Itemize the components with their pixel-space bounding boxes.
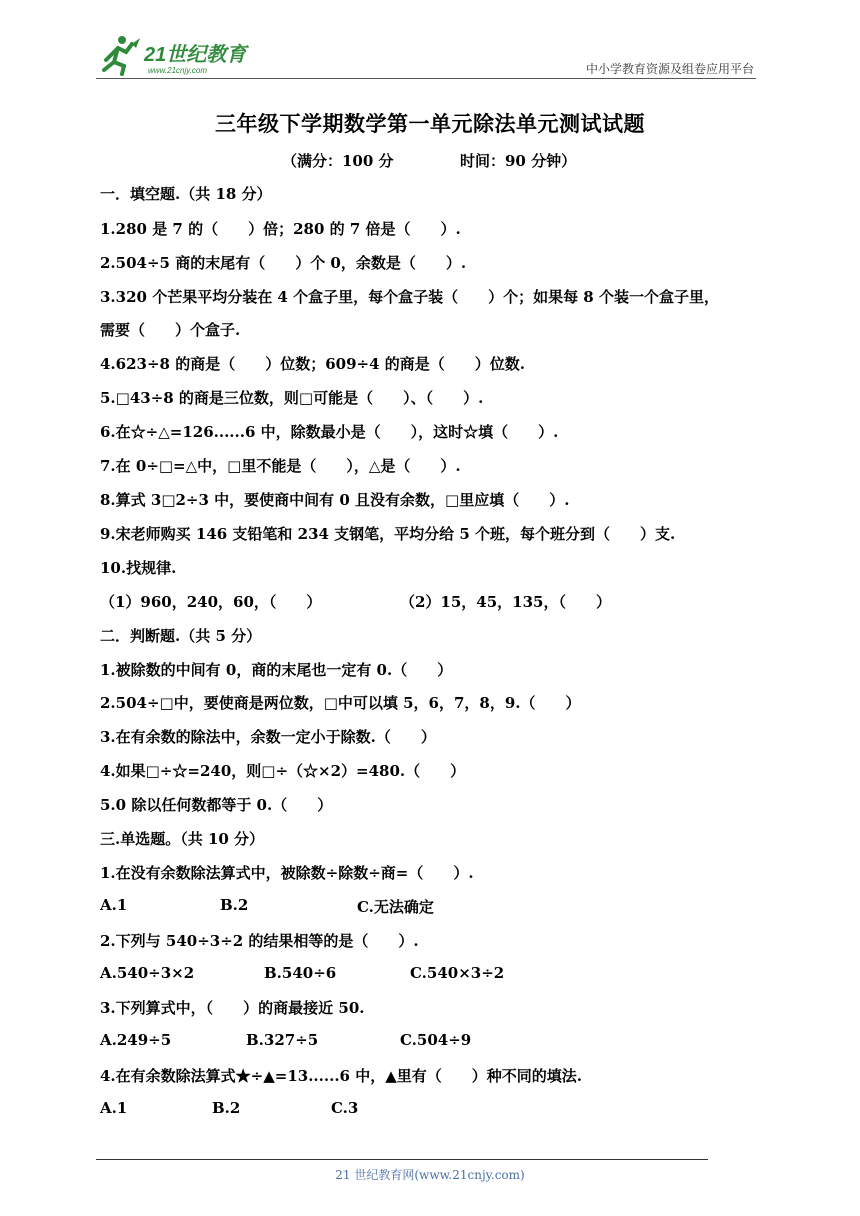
footer-text: 21 世纪教育网(www.21cnjy.com) (335, 1168, 525, 1182)
footer-divider (96, 1159, 708, 1160)
s3-q1-option-b: B.2 (220, 896, 249, 914)
s1-question-3: 3.320 个芒果平均分装在 4 个盒子里，每个盒子装（ ）个；如果每 8 个装一个盒子里， (100, 288, 719, 306)
s3-q1-option-a: A.1 (100, 896, 128, 914)
s3-q3-option-a: A.249÷5 (100, 1031, 172, 1049)
s1-question-3-cont: 需要（ ）个盒子. (100, 321, 241, 339)
page-title: 三年级下学期数学第一单元除法单元测试试题 (215, 111, 645, 136)
s1-question-9: 9.宋老师购买 146 支铅笔和 234 支钢笔，平均分给 5 个班，每个班分到（ ）支. (100, 525, 676, 543)
s1-question-6: 6.在☆÷△=126......6 中，除数最小是（ ），这时☆填（ ）. (100, 423, 559, 441)
s1-question-8: 8.算式 3□2÷3 中，要使商中间有 0 且没有余数，□里应填（ ）. (100, 491, 570, 509)
svg-text:www.21cnjy.com: www.21cnjy.com (148, 66, 207, 75)
s1-question-10: 10.找规律. (100, 559, 177, 577)
s1-question-10-part-1: （1）960，240，60，（ ） (100, 593, 322, 611)
s3-q2-option-c: C.540×3÷2 (410, 964, 505, 982)
s3-q2-option-b: B.540÷6 (264, 964, 337, 982)
s3-question-4: 4.在有余数除法算式★÷▲=13......6 中，▲里有（ ）种不同的填法. (100, 1067, 582, 1085)
header-divider (96, 78, 756, 79)
21cnjy-logo (96, 32, 266, 76)
page-header (96, 30, 756, 80)
s3-question-1: 1.在没有余数除法算式中，被除数÷除数÷商=（ ）. (100, 864, 474, 882)
s3-q2-option-a: A.540÷3×2 (100, 964, 195, 982)
time-label: 时间：90 分钟） (460, 152, 577, 170)
full-score-label: （满分：100 分 (282, 152, 394, 170)
s3-q4-option-c: C.3 (331, 1099, 359, 1117)
s2-question-3: 3.在有余数的除法中，余数一定小于除数.（ ） (100, 728, 436, 746)
s1-question-4: 4.623÷8 的商是（ ）位数；609÷4 的商是（ ）位数. (100, 355, 525, 373)
s1-question-5: 5.□43÷8 的商是三位数，则□可能是（ ）、（ ）. (100, 389, 484, 407)
section-1-heading: 一．填空题.（共 18 分） (100, 185, 272, 203)
s3-q1-option-c: C.无法确定 (357, 898, 434, 916)
s3-question-3: 3.下列算式中，（ ）的商最接近 50. (100, 999, 365, 1017)
s3-question-2: 2.下列与 540÷3÷2 的结果相等的是（ ）. (100, 932, 419, 950)
s1-question-10-part-2: （2）15，45，135，（ ） (400, 593, 611, 611)
s3-q3-option-b: B.327÷5 (246, 1031, 319, 1049)
s3-q4-option-a: A.1 (100, 1099, 128, 1117)
s1-question-7: 7.在 0÷□=△中，□里不能是（ ），△是（ ）. (100, 457, 461, 475)
s2-question-5: 5.0 除以任何数都等于 0.（ ） (100, 796, 333, 814)
s2-question-4: 4.如果□÷☆=240，则□÷（☆×2）=480.（ ） (100, 762, 466, 780)
s1-question-2: 2.504÷5 商的末尾有（ ）个 0，余数是（ ）. (100, 254, 467, 272)
s2-question-2: 2.504÷□中，要使商是两位数，□中可以填 5，6，7，8，9.（ ） (100, 694, 581, 712)
section-3-heading: 三.单选题。（共 10 分） (100, 830, 265, 848)
s3-q3-option-c: C.504÷9 (400, 1031, 472, 1049)
section-2-heading: 二．判断题.（共 5 分） (100, 627, 262, 645)
s2-question-1: 1.被除数的中间有 0，商的末尾也一定有 0.（ ） (100, 661, 453, 679)
s3-q4-option-b: B.2 (212, 1099, 241, 1117)
header-platform-text: 中小学教育资源及组卷应用平台 (585, 62, 754, 76)
s1-question-1: 1.280 是 7 的（ ）倍；280 的 7 倍是（ ）. (100, 220, 461, 238)
svg-text:21世纪教育: 21世纪教育 (144, 44, 247, 66)
